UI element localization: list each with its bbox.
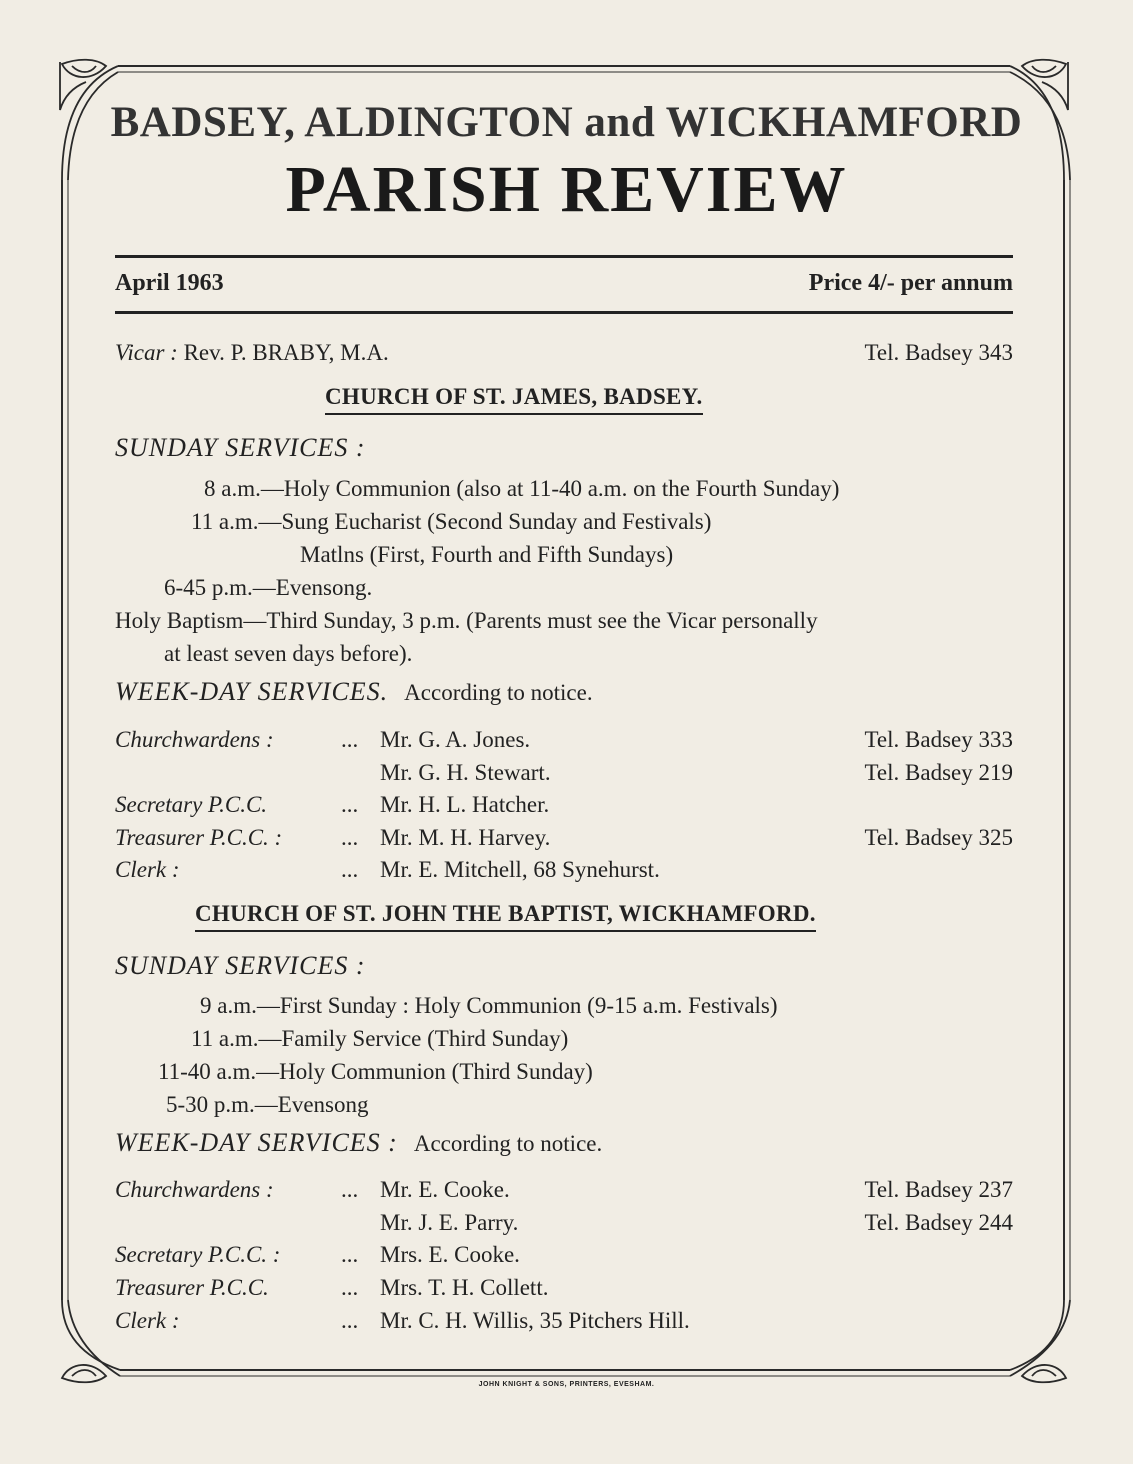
corner-ornament-bottom-right (1010, 1300, 1070, 1382)
officer-name: Mr. E. Cooke. (380, 1177, 510, 1202)
officer-dots: ... (341, 857, 359, 882)
officer-name: Mr. E. Mitchell, 68 Synehurst. (380, 857, 660, 882)
officer-tel: Tel. Badsey 219 (864, 760, 1013, 785)
officer-tel: Tel. Badsey 237 (864, 1177, 1013, 1202)
officer-tel: Tel. Badsey 333 (864, 727, 1013, 752)
baptism-note-cont: at least seven days before). (164, 641, 413, 666)
officer-dots: ... (341, 727, 359, 752)
sunday-services-heading: SUNDAY SERVICES : (115, 433, 366, 462)
vicar-label: Vicar : (115, 340, 178, 365)
officer-tel: Tel. Badsey 244 (864, 1210, 1013, 1235)
price: Price 4/- per annum (808, 270, 1013, 296)
officer-dots: ... (341, 825, 359, 850)
officer-name: Mr. J. E. Parry. (380, 1210, 519, 1235)
vicar-line (115, 340, 389, 366)
officer-name: Mr. G. H. Stewart. (380, 760, 551, 785)
corner-ornament-bottom-left (62, 1300, 120, 1382)
weekday-services-label: WEEK-DAY SERVICES. (115, 677, 389, 706)
officer-name: Mrs. E. Cooke. (380, 1242, 520, 1267)
officer-dots: ... (341, 1177, 359, 1202)
service-line: 8 a.m.—Holy Communion (also at 11-40 a.m. on the Fourth Sunday) (204, 476, 840, 501)
printer-imprint: JOHN KNIGHT & SONS, PRINTERS, EVESHAM. (478, 1381, 655, 1388)
officer-name: Mr. C. H. Willis, 35 Pitchers Hill. (380, 1308, 690, 1333)
service-line: 11 a.m.—Family Service (Third Sunday) (191, 1026, 569, 1051)
officer-dots: ... (341, 1308, 359, 1333)
officer-role: Secretary P.C.C. : (115, 1242, 281, 1267)
officer-role: Churchwardens : (115, 727, 274, 752)
weekday-services (115, 677, 593, 707)
weekday-services-label: WEEK-DAY SERVICES : (115, 1128, 398, 1157)
divider (115, 311, 1013, 314)
officer-dots: ... (341, 1275, 359, 1300)
officer-dots: ... (341, 792, 359, 817)
service-line: 11 a.m.—Sung Eucharist (Second Sunday and Festivals) (191, 509, 712, 534)
weekday-services (115, 1128, 602, 1158)
church-heading-wickhamford: CHURCH OF ST. JOHN THE BAPTIST, WICKHAMFORD. (195, 901, 816, 932)
divider (115, 255, 1013, 258)
weekday-services-text: According to notice. (413, 1131, 603, 1156)
service-line: 6-45 p.m.—Evensong. (164, 575, 373, 600)
officer-tel: Tel. Badsey 325 (864, 825, 1013, 850)
vicar-tel: Tel. Badsey 343 (864, 340, 1013, 365)
officer-role: Churchwardens : (115, 1177, 274, 1202)
officer-role: Secretary P.C.C. (115, 792, 268, 817)
service-line: Matlns (First, Fourth and Fifth Sundays) (300, 542, 674, 567)
service-line: 5-30 p.m.—Evensong (166, 1092, 369, 1117)
officer-name: Mr. G. A. Jones. (380, 727, 531, 752)
church-heading-badsey: CHURCH OF ST. JAMES, BADSEY. (325, 384, 703, 415)
officer-role: Treasurer P.C.C. : (115, 825, 283, 850)
baptism-note: Holy Baptism—Third Sunday, 3 p.m. (Parents must see the Vicar personally (115, 608, 818, 633)
weekday-services-text: According to notice. (404, 680, 593, 705)
officer-dots: ... (341, 1242, 359, 1267)
issue-date: April 1963 (115, 270, 224, 296)
masthead-title: BADSEY, ALDINGTON and WICKHAMFORD (110, 99, 1023, 146)
officer-role: Treasurer P.C.C. (115, 1275, 269, 1300)
officer-role: Clerk : (115, 857, 180, 882)
officer-name: Mr. H. L. Hatcher. (380, 792, 550, 817)
officer-name: Mrs. T. H. Collett. (380, 1275, 549, 1300)
sunday-services-heading: SUNDAY SERVICES : (115, 951, 366, 980)
officer-role: Clerk : (115, 1308, 180, 1333)
officer-name: Mr. M. H. Harvey. (380, 825, 551, 850)
service-line: 11-40 a.m.—Holy Communion (Third Sunday) (158, 1059, 593, 1084)
service-line: 9 a.m.—First Sunday : Holy Communion (9-15 a.m. Festivals) (200, 993, 778, 1018)
vicar-name: Rev. P. BRABY, M.A. (183, 340, 389, 365)
masthead-subtitle: PARISH REVIEW (285, 153, 848, 226)
